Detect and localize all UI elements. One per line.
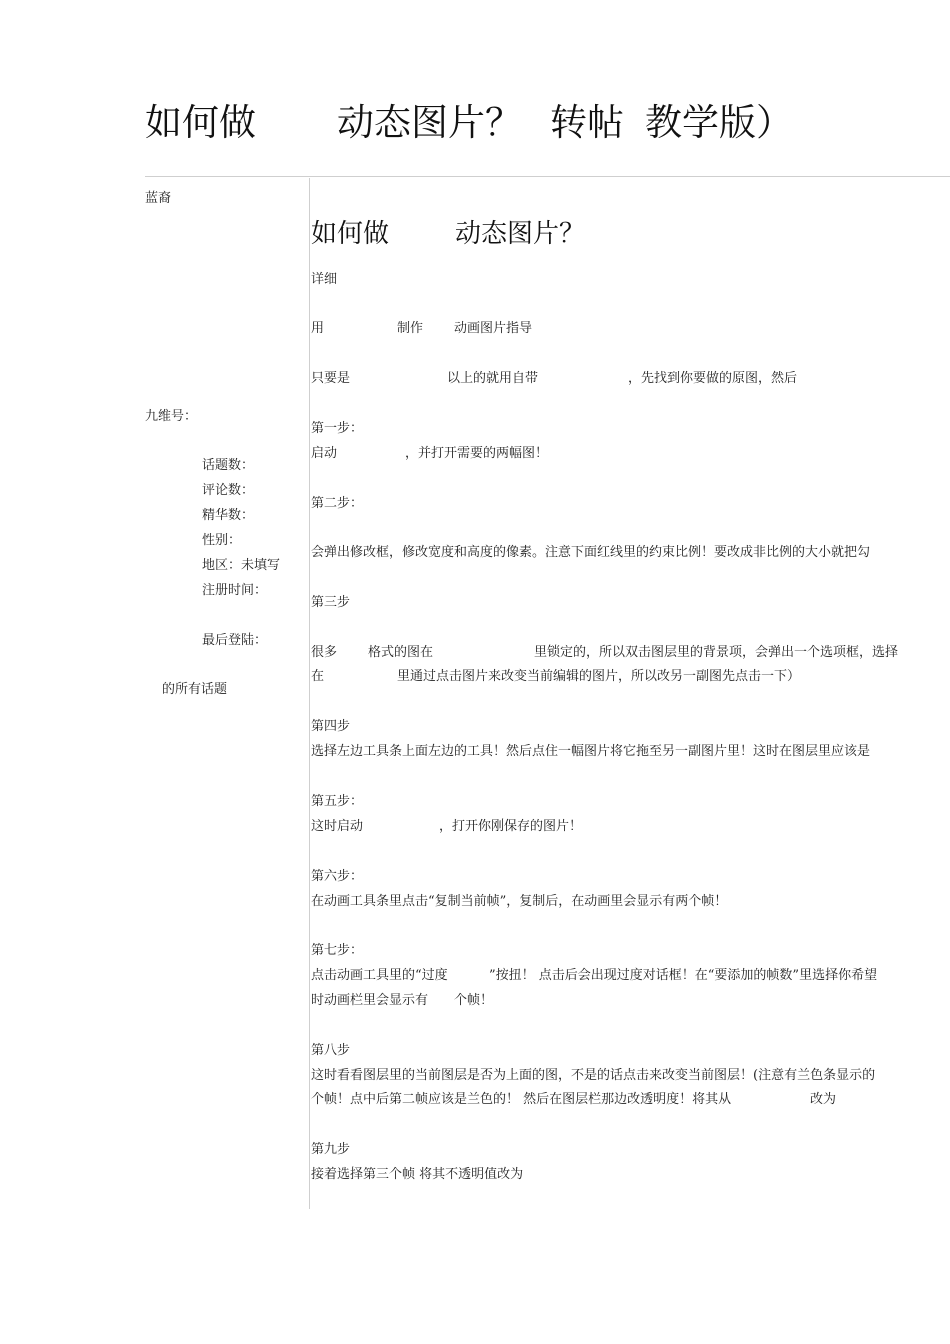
stat-topics: 话题数： [202, 458, 255, 473]
step8-title: 第八步 [311, 1043, 351, 1058]
step7-segment: ”按扭！ 点击后会出现过度对话框！在“要添加的帧数”里选择你希望 [489, 968, 878, 983]
step3-segment: 里通过点击图片来改变当前编辑的图片，所以改另一副图先点击一下） [397, 669, 801, 684]
step8-text-line1: 这时看看图层里的当前图层是否为上面的图，不是的话点击来改变当前图层！(注意有兰色条显示的 [311, 1068, 876, 1083]
step1-segment: ，并打开需要的两幅图！ [405, 446, 549, 461]
intro-segment: 用 [311, 321, 325, 336]
step3-title: 第三步 [311, 595, 351, 610]
all-topics-link[interactable]: 的所有话题 [162, 682, 228, 697]
author-sidebar [0, 178, 309, 1278]
step3-segment: 在 [311, 669, 325, 684]
step4-text: 选择左边工具条上面左边的工具！然后点住一幅图片将它拖至另一副图片里！这时在图层里应该是 [311, 744, 871, 759]
step1-title: 第一步： [311, 421, 364, 436]
author-name[interactable]: 蓝裔 [145, 191, 172, 206]
stat-last-login: 最后登陆： [202, 633, 268, 648]
stat-featured: 精华数： [202, 508, 255, 523]
step6-title: 第六步： [311, 869, 364, 884]
intro-segment: 制作 [397, 321, 424, 336]
step3-segment: 格式的图在 [368, 645, 434, 660]
qq-label: 九维号： [145, 409, 198, 424]
step5-segment: ，打开你刚保存的图片！ [439, 819, 583, 834]
step7-segment: 点击动画工具里的“过度 [311, 968, 448, 983]
step9-title: 第九步 [311, 1142, 351, 1157]
detail-label: 详细 [311, 272, 338, 287]
title-part: 动态图片？ [337, 101, 522, 144]
step6-text: 在动画工具条里点击“复制当前帧”，复制后，在动画里会显示有两个帧！ [311, 894, 728, 909]
requirement-segment: 以上的就用自带 [447, 371, 539, 386]
step7-title: 第七步： [311, 943, 364, 958]
stat-region: 地区：未填写 [202, 558, 281, 573]
title-part: 如何做 [145, 101, 256, 144]
step8-segment: 个帧！点中后第二帧应该是兰色的！ 然后在图层栏那边改透明度！将其从 [311, 1092, 732, 1107]
step7-text-line2 [311, 989, 950, 1007]
step9-text: 接着选择第三个帧 将其不透明值改为 [311, 1167, 524, 1182]
step3-text-line2 [311, 665, 950, 683]
step2-title: 第二步： [311, 496, 364, 511]
intro-line [311, 317, 950, 335]
step5-title: 第五步： [311, 794, 364, 809]
step1-segment: 启动 [311, 446, 338, 461]
requirement-line [311, 367, 950, 385]
step1-text [311, 442, 950, 460]
intro-segment: 动画图片指导 [454, 321, 533, 336]
step7-text-line1 [311, 964, 950, 982]
step4-title: 第四步 [311, 719, 351, 734]
step2-text: 会弹出修改框，修改宽度和高度的像素。注意下面红线里的约束比例！要改成非比例的大小就把勾 [311, 545, 871, 560]
column-divider [309, 178, 310, 1209]
step3-text-line1 [311, 641, 950, 659]
title-divider [145, 176, 950, 177]
step5-segment: 这时启动 [311, 819, 364, 834]
stat-registered: 注册时间： [202, 583, 268, 598]
requirement-segment: 只要是 [311, 371, 351, 386]
stat-comments: 评论数： [202, 483, 255, 498]
requirement-segment: ，先找到你要做的原图，然后 [628, 371, 798, 386]
stat-gender: 性别： [202, 533, 242, 548]
step7-segment: 个帧！ [454, 993, 494, 1008]
step3-segment: 很多 [311, 645, 338, 660]
post-heading-part: 动态图片？ [455, 219, 586, 249]
post-heading-part: 如何做 [311, 219, 390, 249]
title-part: 教学版） [645, 101, 793, 144]
step7-segment: 时动画栏里会显示有 [311, 993, 429, 1008]
step3-segment: 里锁定的，所以双击图层里的背景项，会弹出一个选项框，选择 [534, 645, 899, 660]
step5-text [311, 815, 950, 833]
title-part: 转帖 [550, 101, 624, 144]
step8-segment: 改为 [810, 1092, 837, 1107]
post-content [311, 178, 950, 1218]
step8-text-line2 [311, 1088, 950, 1106]
